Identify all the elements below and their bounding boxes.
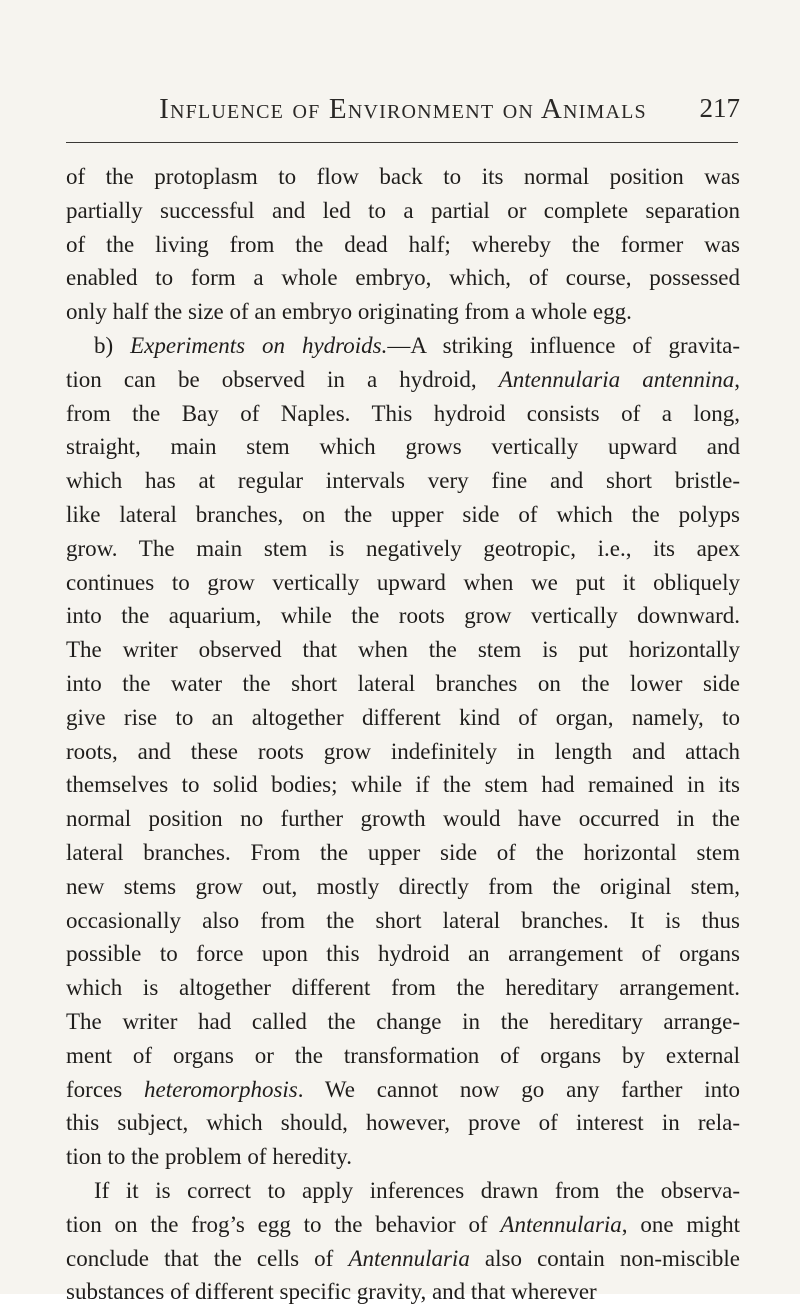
text-line: themselves to solid bodies; while if the stem had remained in its [66,772,740,798]
text-line: tion to the problem of heredity. [66,1144,352,1170]
text-line: grow. The main stem is negatively geotropic, i.e., its apex [66,535,740,561]
text-line: forces heteromorphosis. We cannot now go any farther into [66,1076,740,1102]
header-rule [66,142,738,143]
body-text [66,160,740,1309]
text-line: The writer had called the change in the hereditary arrange- [66,1008,740,1034]
text-line: into the aquarium, while the roots grow vertically downward. [66,603,740,629]
running-title: Influence of Environment on Animals [159,93,647,125]
text-line: normal position no further growth would have occurred in the [66,806,740,832]
text-line: only half the size of an embryo originating from a whole egg. [66,299,632,325]
italic-term: Experiments on hydroids. [130,332,388,358]
text-line: this subject, which should, however, prove of interest in rela- [66,1110,740,1136]
text-line: If it is correct to apply inferences drawn from the observa- [94,1177,740,1203]
text-line: which is altogether different from the hereditary arrangement. [66,975,740,1001]
text-line: straight, main stem which grows vertically upward and [66,434,740,460]
text-line: b) Experiments on hydroids.—A striking influence of gravita- [94,332,740,358]
text-line: new stems grow out, mostly directly from the original stem, [66,873,740,899]
text-line: into the water the short lateral branches on the lower side [66,670,740,696]
text-line: enabled to form a whole embryo, which, of course, possessed [66,265,740,291]
italic-term: Antennularia [348,1245,470,1271]
text-line: like lateral branches, on the upper side of which the polyps [66,501,740,527]
text-line: of the protoplasm to flow back to its normal position was [66,164,740,189]
text-line: possible to force upon this hydroid an arrangement of organs [66,941,740,967]
page-number: 217 [699,93,740,123]
text-line: from the Bay of Naples. This hydroid consists of a long, [66,400,740,426]
italic-term: Antennularia antennina [498,366,735,392]
text-line: tion can be observed in a hydroid, Antennularia antennina, [66,366,740,392]
italic-term: heteromorphosis [144,1076,298,1102]
text-line: which has at regular intervals very fine and short bristle- [66,468,740,494]
running-head [66,87,740,143]
italic-term: Antennularia [500,1211,622,1237]
text-line: occasionally also from the short lateral branches. It is thus [66,907,740,933]
text-line: The writer observed that when the stem is put horizontally [66,637,740,663]
text-line: give rise to an altogether different kind of organ, namely, to [66,704,740,730]
text-line: lateral branches. From the upper side of the horizontal stem [66,839,740,865]
text-line: conclude that the cells of Antennularia also contain non-miscible [66,1245,740,1271]
text-line: of the living from the dead half; whereby the former was [66,231,740,257]
text-line: tion on the frog’s egg to the behavior of Antennularia, one might [66,1211,740,1237]
text-line: roots, and these roots grow indefinitely in length and attach [66,738,740,764]
text-line: substances of different specific gravity, and that wherever [66,1279,597,1305]
text-line: ment of organs or the transformation of organs by external [66,1042,740,1068]
text-line: continues to grow vertically upward when we put it obliquely [66,569,740,595]
text-line: partially successful and led to a partial or complete separation [66,197,740,223]
